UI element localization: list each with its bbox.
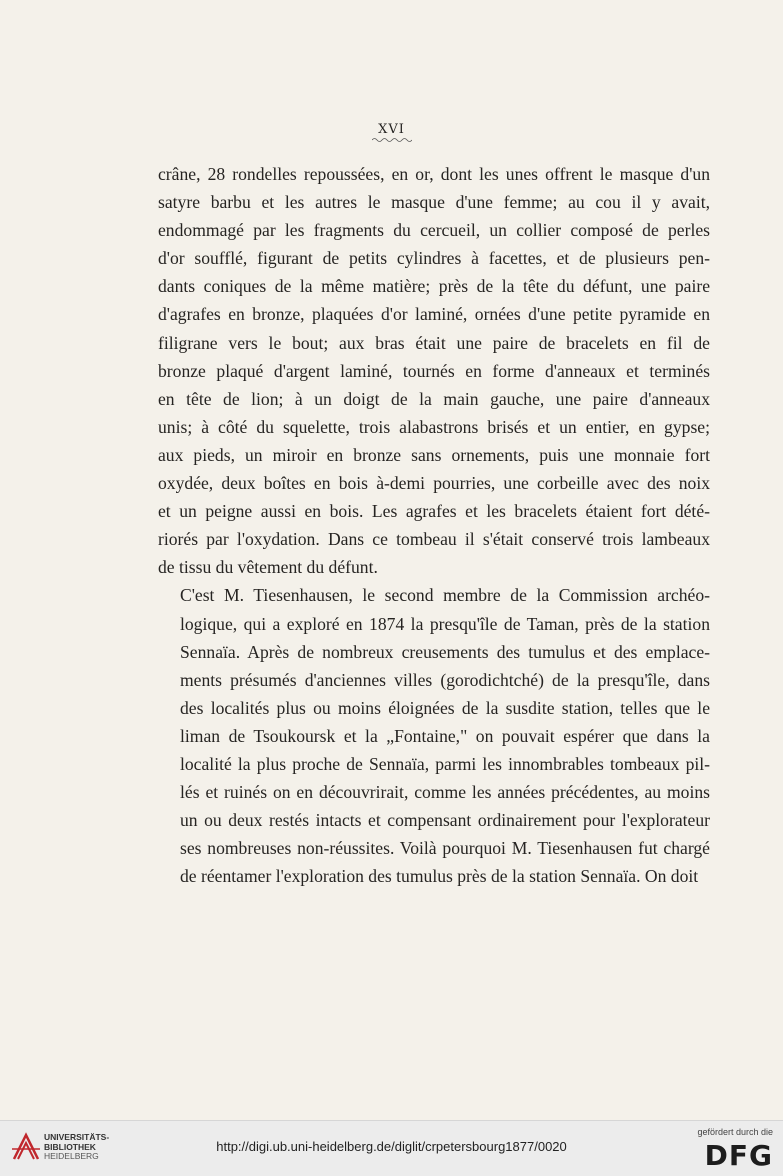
text-line: crâne, 28 rondelles repoussées, en or, dont les unes offrent le masque d'un	[158, 164, 710, 184]
text-line: en tête de lion; à un doigt de la main gauche, une paire d'anneaux	[158, 388, 710, 409]
paragraph-2	[158, 581, 710, 890]
text-line: dants coniques de la même matière; près de la tête du défunt, une paire	[158, 276, 710, 297]
footer-bar	[0, 1120, 783, 1176]
text-line: aux pieds, un miroir en bronze sans ornements, puis une monnaie fort	[158, 444, 710, 465]
text-line: ments présumés d'anciennes villes (gorodichtché) de la presqu'île, dans	[180, 669, 710, 690]
text-line: localité la plus proche de Sennaïa, parmi les innombrables tombeaux pil-	[180, 753, 710, 774]
text-line: d'agrafes en bronze, plaquées d'or laminé, ornées d'une petite pyramide en	[158, 304, 710, 325]
text-line: et un peigne aussi en bois. Les agrafes et les bracelets étaient fort dété-	[158, 501, 710, 522]
text-line: filigrane vers le bout; aux bras était une paire de bracelets en fil de	[158, 332, 710, 353]
text-line: riorés par l'oxydation. Dans ce tombeau il s'était conservé trois lambeaux	[158, 529, 710, 550]
wavy-underline-ornament	[372, 137, 412, 143]
text-line: logique, qui a exploré en 1874 la presqu'île de Taman, près de la station	[180, 613, 710, 634]
text-line: des localités plus ou moins éloignées de la susdite station, telles que le	[180, 697, 710, 718]
text-line: d'or soufflé, figurant de petits cylindres à facettes, et de plusieurs pen-	[158, 248, 710, 269]
text-line: de tissu du vêtement du défunt.	[158, 557, 378, 578]
text-line: C'est M. Tiesenhausen, le second membre de la Commission archéo-	[180, 585, 710, 606]
text-line: oxydée, deux boîtes en bois à-demi pourries, une corbeille avec des noix	[158, 473, 710, 494]
text-line: un ou deux restés intacts et compensant ordinairement pour l'explorateur	[180, 810, 710, 831]
text-line: de réentamer l'exploration des tumulus près de la station Sennaïa. On doit	[180, 866, 699, 887]
text-line: endommagé par les fragments du cercueil, un collier composé de perles	[158, 220, 710, 241]
text-line: ses nombreuses non-réussites. Voilà pourquoi M. Tiesenhausen fut chargé	[180, 838, 710, 859]
library-name: UNIVERSITÄTS- BIBLIOTHEK HEIDELBERG	[44, 1132, 110, 1161]
page-number: XVI	[0, 122, 783, 143]
text-line: lés et ruinés on en découvrirait, comme les années précédentes, au moins	[180, 782, 710, 803]
dfg-logo: DFG	[704, 1139, 773, 1172]
university-library-logo-icon	[8, 1129, 44, 1165]
body-text	[158, 160, 710, 890]
text-line: liman de Tsoukoursk et la „Fontaine," on pouvait espérer que dans la	[180, 725, 710, 746]
text-line: Sennaïa. Après de nombreux creusements des tumulus et des emplace-	[180, 641, 710, 662]
text-line: unis; à côté du squelette, trois alabastrons brisés et un entier, en gypse;	[158, 416, 710, 437]
text-line: satyre barbu et les autres le masque d'une femme; au cou il y avait,	[158, 192, 710, 213]
text-line: bronze plaqué d'argent laminé, tournés en forme d'anneaux et terminés	[158, 360, 710, 381]
funding-note: gefördert durch die	[697, 1127, 773, 1137]
paragraph-1	[158, 160, 710, 581]
permalink-url[interactable]: http://digi.ub.uni-heidelberg.de/diglit/crpetersbourg1877/0020	[216, 1139, 567, 1154]
